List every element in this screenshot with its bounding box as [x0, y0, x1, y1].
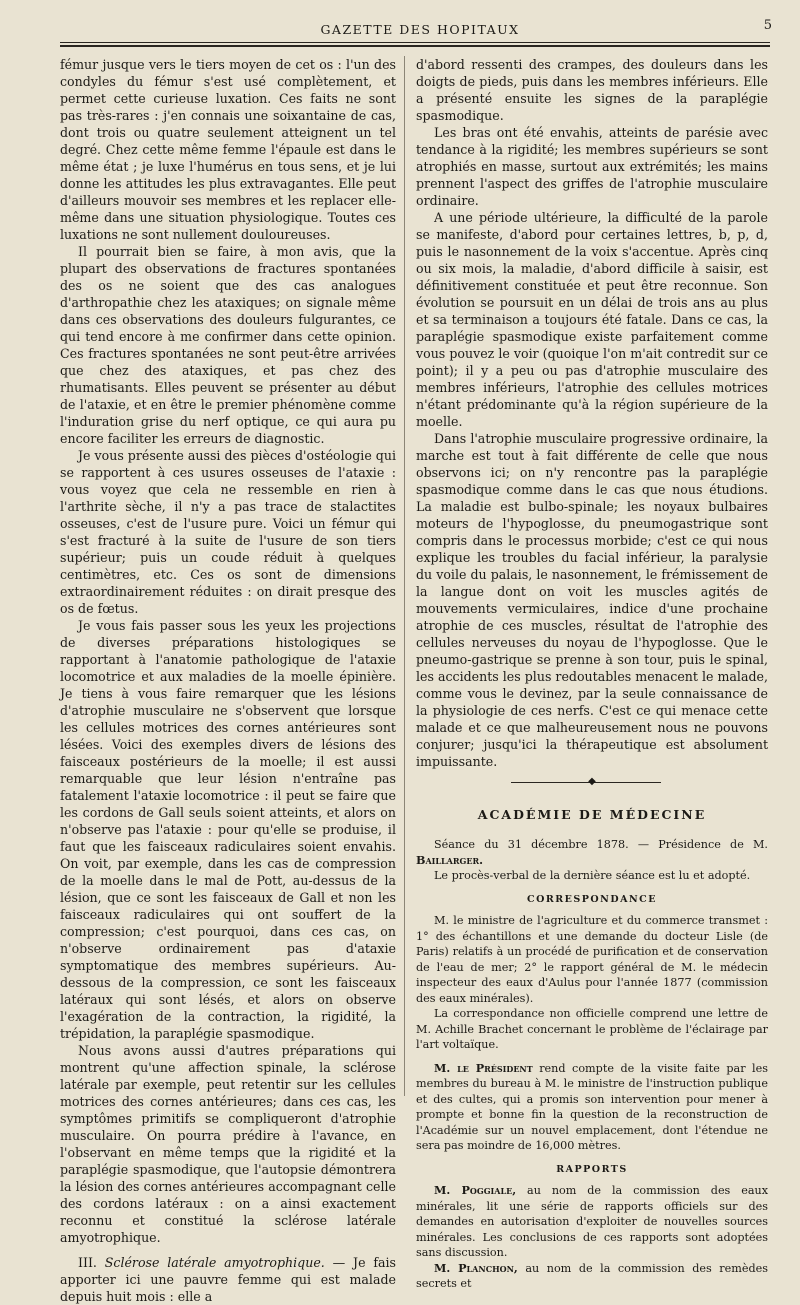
- section-title: Sclérose latérale amyotrophique.: [104, 1255, 325, 1270]
- speaker-label: M. Planchon,: [434, 1260, 518, 1275]
- paragraph: Je vous présente aussi des pièces d'ostéologie qui se rapportent à ces usures osseuses de l'ataxie : vous voyez que cela ne ressemble en rien à l'arthrite sèche, il n'y a pas trace de stalactites osseuses, c'est de l'usure pure. Voici un fémur qui s'est fracturé à la suite de l'usure de son tiers supérieur; puis un coude réduit à quelques centimètres, etc. Ces os sont de dimensions extraordinairement réduites : on dirait presque des os de fœtus.: [60, 448, 396, 616]
- right-column: [416, 56, 768, 1292]
- president-paragraph: M. le Président rend compte de la visite faite par les membres du bureau à M. le ministre de l'instruction publique et des cultes, qui a promis son intervention pour mener à prompte et bonne fin la question de la reconstruction de l'Académie sur un nouvel emplacement, dont l'étendue ne sera pas moindre de 16,000 mètres.: [416, 1060, 768, 1152]
- president-name: Baillarger.: [416, 852, 483, 867]
- paragraph: Je vous fais passer sous les yeux les projections de diverses préparations histologiques se rapportant à l'anatomie pathologique de l'ataxie locomotrice et aux maladies de la moelle épinière. Je tiens à vous faire remarquer que les lésions d'atrophie musculaire ne s'observent que lorsque les cellules motrices des cornes antérieures sont lésées. Voici des exemples divers de lésions des faisceaux postérieurs de la moelle; il est aussi remarquable que leur lésion n'entraîne pas fatalement l'ataxie locomotrice : il peut se faire que les cordons de Gall seuls soient atteints, et alors on n'observe pas l'ataxie : pour qu'elle se produise, il faut que les faisceaux radiculaires soient envahis. On voit, par exemple, dans les cas de compression de la moelle dans le mal de Pott, au-dessus de la lésion, que ce sont les faisceaux de Gall et non les faisceaux radiculaires qui ont souffert de la compression; c'est pourquoi, dans ces cas, on n'observe ordinairement pas d'ataxie symptomatique des membres supérieurs. Au-dessous de la compression, ce sont les faisceaux latéraux qui sont lésés, et alors on observe l'exagération de la contraction, la rigidité, la trépidation, la paraplégie spasmodique.: [60, 618, 396, 1041]
- paragraph: A une période ultérieure, la difficulté de la parole se manifeste, d'abord pour certaines lettres, b, p, d, puis le nasonnement de la voix s'accentue. Après cinq ou six mois, la maladie, d'abord difficile à saisir, est définitivement constituée et peut être reconnue. Son évolution se poursuit en un délai de trois ans au plus et sa terminaison a toujours été fatale. Dans ce cas, la paraplégie spasmodique existe parfaitement comme vous pouvez le voir (quoique l'on m'ait contredit sur ce point); il y a peu ou pas d'atrophie musculaire des membres inférieurs, l'atrophie des cellules motrices n'étant prédominante qu'à la région supérieure de la moelle.: [416, 210, 768, 429]
- paragraph: Les bras ont été envahis, atteints de parésie avec tendance à la rigidité; les membres supérieurs se sont atrophiés en masse, surtout aux extrémités; les mains prennent l'aspect des griffes de l'atrophie musculaire ordinaire.: [416, 125, 768, 208]
- paragraph: La correspondance non officielle comprend une lettre de M. Achille Brachet concernant le problème de l'éclairage par l'art voltaïque.: [416, 1007, 768, 1051]
- header-rule-thick: [60, 45, 770, 47]
- paragraph: fémur jusque vers le tiers moyen de cet os : l'un des condyles du fémur s'est usé complètement, et permet cette curieuse luxation. Ces faits ne sont pas très-rares : j'en connais une soixantaine de cas, dont trois ou quatre seulement atteignent un tel degré. Chez cette même femme l'épaule est dans le même état ; je luxe l'humérus en tous sens, et je lui donne les attitudes les plus extravagantes. Elle peut d'ailleurs mouvoir ses membres et les replacer elle-même dans une situation physiologique. Toutes ces luxations ne sont nullement douloureuses.: [60, 57, 396, 242]
- speaker-label: M. le Président: [434, 1060, 533, 1075]
- column-divider: [404, 56, 405, 1096]
- page-number: 5: [763, 18, 772, 33]
- poggiale-paragraph: M. Poggiale, au nom de la commission des eaux minérales, lit une série de rapports officiels sur des demandes en autorisation d'exploiter de nouvelles sources minérales. Les conclusions de ces rapports sont adoptées sans discussion.: [416, 1183, 769, 1259]
- journal-title: GAZETTE DES HOPITAUX: [320, 22, 520, 37]
- section-number: III.: [78, 1255, 97, 1270]
- separator-ornament-icon: ◆: [588, 776, 596, 787]
- rapports-heading: RAPPORTS: [556, 1163, 628, 1175]
- paragraph: M. le ministre de l'agriculture et du commerce transmet : 1° des échantillons et une demande du docteur Lisle (de Paris) relatifs à un procédé de purification et de conservation de l'eau de mer; 2° le rapport général de M. le médecin inspecteur des eaux d'Aulus pour l'année 1877 (commission des eaux minérales).: [416, 914, 768, 1005]
- paragraph: d'abord ressenti des crampes, des douleurs dans les doigts de pieds, puis dans les membres inférieurs. Elle a présenté ensuite les signes de la paraplégie spasmodique.: [416, 57, 768, 123]
- academy-report: [416, 837, 768, 1292]
- section-paragraph: [60, 1254, 396, 1305]
- speaker-label: M. Poggiale,: [434, 1183, 517, 1197]
- section-separator: [416, 774, 768, 792]
- proces-verbal: Le procès-verbal de la dernière séance est lu et adopté.: [434, 869, 751, 882]
- paragraph: Nous avons aussi d'autres préparations qui montrent qu'une affection spinale, la sclérose latérale par exemple, peut retentir sur les cellules motrices des cornes antérieures; dans ces cas, les symptômes primitifs se compliqueront d'atrophie musculaire. On pourra prédire à l'avance, en l'observant en même temps que la rigidité et la paraplégie spasmodique, que l'autopsie démontrera la lésion des cornes antérieures accompagnant celle des cordons latéraux : on a ainsi exactement reconnu et constitué la sclérose latérale amyotrophique.: [60, 1043, 396, 1245]
- header-rule-thin: [60, 42, 770, 43]
- planchon-paragraph: M. Planchon, au nom de la commission des remèdes secrets et: [416, 1260, 768, 1290]
- academy-heading: ACADÉMIE DE MÉDECINE: [477, 807, 707, 822]
- paragraph: Il pourrait bien se faire, à mon avis, que la plupart des observations de fractures spontanées des os ne soient que des cas analogues d'arthropathie chez les ataxiques; on signale même dans ces observations des douleurs fulgurantes, ce qui tend encore à me confirmer dans cette opinion. Ces fractures spontanées ne sont peut-être arrivées que chez des ataxiques, et pas chez des rhumatisants. Elles peuvent se présenter au début de l'ataxie, et en être le premier phénomène comme l'induration grise du nerf optique, ce qui aura pu encore faciliter les erreurs de diagnostic.: [60, 244, 396, 446]
- seance-line: Séance du 31 décembre 1878. — Présidence de M. Baillarger.: [416, 838, 768, 867]
- left-column: [60, 56, 396, 1305]
- paragraph: Dans l'atrophie musculaire progressive ordinaire, la marche est tout à fait différente de celle que nous observons ici; on n'y rencontre pas la paraplégie spasmodique comme dans le cas que nous étudions. La maladie est bulbo-spinale; les noyaux bulbaires moteurs de l'hypoglosse, du pneumogastrique sont compris dans le processus morbide; c'est ce qui nous explique les troubles du facial inférieur, la paralysie du voile du palais, le nasonnement, le frémissement de la langue dont on voit les muscles agités de mouvements vermiculaires, indice d'une prochaine atrophie de ces muscles, résultat de l'atrophie des cellules nerveuses du noyau de l'hypoglosse. Que le pneumo-gastrique se prenne à son tour, puis le spinal, les accidents les plus redoutables menacent le malade, comme vous le devinez, par la seule connaissance de la physiologie de ces nerfs. C'est ce qui menace cette malade et ce que malheureusement nous ne pouvons conjurer; jusqu'ici la thérapeutique est absolument impuissante.: [416, 431, 768, 769]
- section-text: — Je fais apporter ici une pauvre femme qui est malade depuis huit mois : elle a: [60, 1255, 396, 1304]
- correspondance-heading: CORRESPONDANCE: [527, 893, 657, 905]
- page-header: [60, 18, 780, 38]
